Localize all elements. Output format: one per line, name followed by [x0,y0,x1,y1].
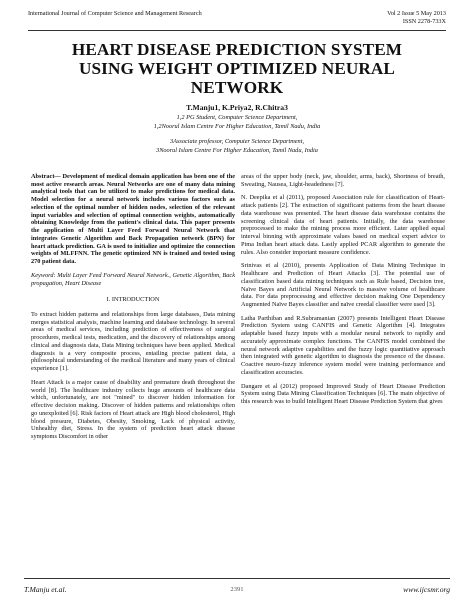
right-paragraph-4: Latha Parthiban and R.Subramanian (2007) presents Intelligent Heart Disease Prediction System using CANFIS and Genetic Algorithm [4]. Integrates adaptable based fuzzy inputs with a modular neural network to rapidly and accurately approximate complex functions. The CANFIS model combined the neural network adaptive capabilities and the fuzzy logic quantitative approach then integrated with genetic algorithm to diagnosis the presence of the disease. Coactive neuro-fuzzy inference system model were training performance and classification accuracies. [241,314,445,376]
right-column [241,173,445,412]
right-paragraph-2: N. Deepika et al (2011), proposed Association rule for classification of Heart-attack patients [2]. The extraction of significant patterns from the heart disease data warehouse was presented. The heart disease data warehouse contains the screening clinical data of heart patients. Initially, the data warehouse preprocessed to make the mining process more efficient. Later applied equal interval binning with approximate values based on medical expert advice to Pima Indian heart attack data. Lastly applied PCAR algorithm to generate the rules. Also consider important measure confidence. [241,194,445,256]
abstract: Abstract— Development of medical domain application has been one of the most active research areas. Neural Networks are one of many data mining analytical tools that can be utilized to make predictions for medical data. Model selection for a neural network includes various factors such as selection of the optimal number of hidden nodes, selection of the relevant input variables and selection of optimal connection weights, automatically obtaining Knowledge from the patient's clinical data. This paper presents the application of Multi Layer Feed Forward Neural Network that integrates Genetic Algorithm and Back Propagation network (BPN) for heart attack prediction. GA is used to initialize and optimize the connection weights of MLFFNN. The genetic optimized NN is trained and tested using 270 patient data. [31,173,235,266]
title-line-1: HEART DISEASE PREDICTION SYSTEM [71,40,403,59]
section-heading-introduction: I. INTRODUCTION [106,296,160,304]
page-number: 2391 [230,586,244,593]
keywords: Keyword: Multi Layer Feed Forward Neural Network., Genetic Algorithm, Back propagation, Heart Disease [31,271,235,287]
footer-divider [24,578,450,579]
intro-paragraph-1: To extract hidden patterns and relationships from large databases, Data mining merges statistical analysis, machine learning and database technology. In several areas of medical services, including prediction of effectiveness of surgical procedures, medical tests, medication, and the discovery of relationships among clinical and diagnosis data, Data Mining techniques have been applied. Medical diagnosis is a very composite process, entailing precise patient data, a philosophical understanding of the medical literature and many years of clinical experience [1]. [31,311,235,373]
volume-info [387,10,446,26]
issn: ISSN 2278-733X [402,17,446,25]
affiliation-1: 1,2 PG Student, Computer Science Department, [176,114,298,121]
right-paragraph-5: Dangare et al (2012) proposed Improved Study of Heart Disease Prediction System using Data Mining Classification Techniques [6]. The main objective of this research was to build Intelligent Heart Disease Prediction System that gives [241,382,445,406]
affiliation-4: 3Noorul Islam Centre For Higher Education, Tamil Nadu, India [156,147,318,154]
volume-issue: Vol 2 Issue 5 May 2013 [387,10,446,17]
header-divider [28,30,446,31]
journal-name: International Journal of Computer Science and Management Research [28,10,202,17]
footer-author: T.Manju et.al. [24,585,67,594]
footer-url: www.ijcsmr.org [403,585,450,594]
right-paragraph-1: areas of the upper body (neck, jaw, shoulder, arms, back), Shortness of breath, Sweating, Nausea, Light-headedness [7]. [241,173,445,188]
left-column [31,173,235,447]
author-list: T.Manju1, K.Priya2, R.Chitra3 [186,103,288,112]
intro-paragraph-2: Heart Attack is a major cause of disability and premature death throughout the world [8]. The healthcare industry collects huge amounts of healthcare data which, unfortunately, are not "mined" to discover hidden information for effective decision making. Discover of hidden patterns and relationships often go unexploited [6]. Risk factors of Heart attack are High blood cholesterol, High blood pressure, Diabetes, Obesity, Smoking, Lack of physical activity, Unhealthy diet, Stress. In the system of prediction heart attack disease symptoms Discomfort in other [31,378,235,441]
affiliation-3: 3Associate professor, Computer Science Department, [169,138,305,145]
right-paragraph-3: Srinivas et al (2010), presents Application of Data Mining Technique in Healthcare and Prediction of Heart Attacks [3]. The potential use of classification based data mining techniques such as Rule based, Decision tree, Naïve Bayes and Artificial Neural Network to massive volume of healthcare data. For data preprocessing and effective decision making One Dependency Augmented Naïve Bayes classifier and naïve creedal classifier were used [3]. [241,262,445,309]
title-line-3: NETWORK [190,77,284,97]
title-line-2: USING WEIGHT OPTIMIZED NEURAL [78,58,395,78]
affiliation-2: 1,2Noorul Islam Centre For Higher Education, Tamil Nadu, India [153,123,321,130]
paper-title [20,41,454,98]
